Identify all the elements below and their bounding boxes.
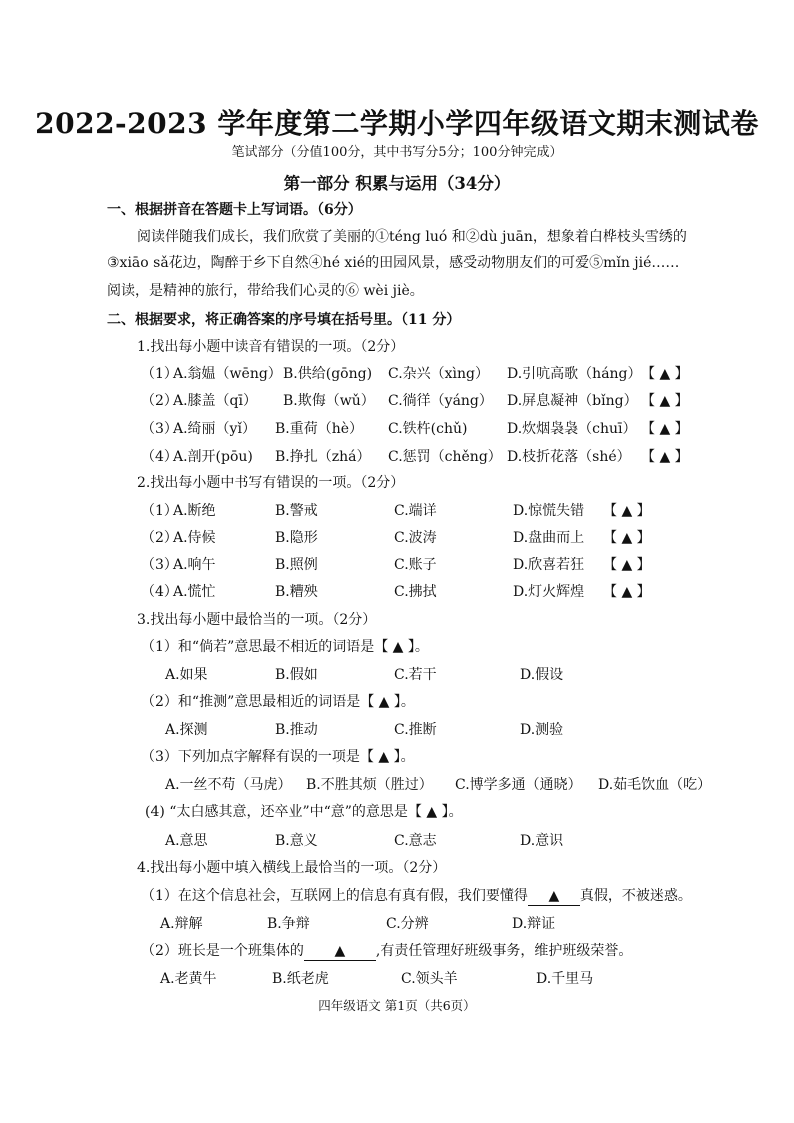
q2-row2-d: D.盘曲而上 (513, 530, 585, 546)
q1-row3-num: （3） (141, 421, 178, 437)
q3-stem: 3.找出每小题中最恰当的一项。（2分） (137, 612, 377, 628)
q2-row3-c: C.账子 (394, 557, 437, 573)
q3-sub3: （3）下列加点字解释有误的一项是【 ▲ 】。 (141, 749, 415, 765)
q1-stem: 1.找出每小题中读音有错误的一项。（2分） (137, 339, 405, 355)
q1-row2-d: D.屏息凝神（bǐng） (507, 393, 638, 409)
q2-row4-a: A.慌忙 (173, 584, 216, 600)
q1-row2-c: C.徜徉（yáng） (388, 393, 493, 409)
q3-sub4-opt: C.意志 (394, 833, 437, 849)
q1-row1-d: D.引吭高歌（háng） (507, 366, 642, 382)
q4-sub2-opt: D.千里马 (536, 971, 594, 987)
q2-row4-num: （4） (141, 584, 178, 600)
q3-sub3-opt: B.不胜其烦（胜过） (306, 777, 433, 793)
q2-stem: 2.找出每小题中书写有错误的一项。（2分） (137, 475, 405, 491)
q1-row4-c: C.惩罚（chěng） (388, 449, 502, 465)
q2-row1-a: A.断绝 (173, 503, 216, 519)
section2-heading: 二、根据要求，将正确答案的序号填在括号里。（11 分） (107, 312, 461, 328)
q1-row1-answer-box[interactable]: 【 ▲ 】 (641, 366, 689, 382)
q4-sub1-opt: B.争辩 (267, 916, 310, 932)
q1-row4-a: A.剖开(pōu) (173, 449, 253, 465)
q4-sub2-opt: B.纸老虎 (272, 971, 329, 987)
q2-row1-c: C.端详 (394, 503, 437, 519)
q2-row3-d: D.欣喜若狂 (513, 557, 585, 573)
q3-sub4-opt: B.意义 (275, 833, 318, 849)
q2-row4-d: D.灯火辉煌 (513, 584, 585, 600)
exam-title: 2022-2023 学年度第二学期小学四年级语文期末测试卷 (35, 107, 759, 140)
page-footer: 四年级语文 第1页（共6页） (318, 998, 476, 1013)
q4-sub1-opt: D.辩证 (512, 916, 556, 932)
q1-row4-d: D.枝折花落（shé） (507, 449, 631, 465)
q2-row3-b: B.照例 (275, 557, 318, 573)
q3-sub4: (4) “太白感其意，还卒业”中“意”的意思是【 ▲ 】。 (145, 804, 463, 820)
q3-sub2-opt: D.测验 (520, 722, 564, 738)
q2-row2-num: （2） (141, 530, 178, 546)
q3-sub2-opt: A.探测 (165, 722, 208, 738)
q1-row3-answer-box[interactable]: 【 ▲ 】 (641, 421, 689, 437)
section1-line: 阅读，是精神的旅行，带给我们心灵的⑥ wèi jiè。 (107, 283, 424, 299)
q1-row3-d: D.炊烟袅袅（chuī） (507, 421, 637, 437)
q2-row3-a: A.响午 (173, 557, 216, 573)
q3-sub1: （1）和“倘若”意思最不相近的词语是【 ▲ 】。 (141, 639, 429, 655)
q1-row4-b: B.挣扎（zhá） (275, 449, 371, 465)
q1-row3-c: C.铁杵(chǔ) (388, 421, 468, 437)
q4-sub2-text-pre: （2）班长是一个班集体的 (141, 943, 304, 959)
q2-row1-d: D.惊慌失错 (513, 503, 585, 519)
section1-line: 阅读伴随我们成长，我们欣赏了美丽的①téng luó 和②dù juān，想象着白桦枝头雪绣的 (137, 229, 687, 245)
part-title: 第一部分 积累与运用（34分） (283, 174, 511, 193)
q3-sub3-opt: D.茹毛饮血（吃） (598, 777, 712, 793)
q1-row4-num: （4） (141, 449, 178, 465)
exam-subtitle: 笔试部分（分值100分，其中书写分5分；100分钟完成） (231, 145, 563, 160)
q1-row2-answer-box[interactable]: 【 ▲ 】 (641, 393, 689, 409)
section1-line: ③xiāo sǎ花边，陶醉于乡下自然④hé xié的田园风景，感受动物朋友们的可爱⑤mǐn jié…… (107, 255, 680, 271)
q3-sub3-opt: C.博学多通（通晓） (455, 777, 582, 793)
q4-sub2-text-post: ,有责任管理好班级事务，维护班级荣誉。 (375, 943, 633, 959)
q4-sub2-opt: A.老黄牛 (160, 971, 217, 987)
q4-sub1-blank[interactable]: ▲ (528, 888, 580, 906)
q1-row3-b: B.重荷（hè） (275, 421, 364, 437)
q3-sub1-opt: C.若干 (394, 667, 437, 683)
q3-sub4-opt: D.意识 (520, 833, 564, 849)
q3-sub2-opt: C.推断 (394, 722, 437, 738)
q2-row2-c: C.波涛 (394, 530, 437, 546)
q1-row1-c: C.杂兴（xìng） (388, 366, 490, 382)
q2-row3-num: （3） (141, 557, 178, 573)
q1-row4-answer-box[interactable]: 【 ▲ 】 (641, 449, 689, 465)
q1-row2-b: B.欺侮（wǔ） (283, 393, 375, 409)
q2-row2-answer-box[interactable]: 【 ▲ 】 (603, 530, 651, 546)
q4-sub1-opt: A.辩解 (160, 916, 203, 932)
q4-sub1-text-pre: （1）在这个信息社会，互联网上的信息有真有假，我们要懂得 (141, 888, 528, 904)
q1-row2-a: A.膝盖（qī） (173, 393, 257, 409)
q4-sub1-opt: C.分辨 (386, 916, 429, 932)
q3-sub1-opt: A.如果 (165, 667, 208, 683)
q2-row1-b: B.警戒 (275, 503, 318, 519)
q2-row1-num: （1） (141, 503, 178, 519)
q2-row4-b: B.糟殃 (275, 584, 318, 600)
q1-row2-num: （2） (141, 393, 178, 409)
q4-sub2-opt: C.领头羊 (401, 971, 458, 987)
q2-row4-c: C.拂拭 (394, 584, 437, 600)
q4-stem: 4.找出每小题中填入横线上最恰当的一项。（2分） (137, 860, 447, 876)
q2-row2-a: A.侍候 (173, 530, 216, 546)
q1-row1-a: A.翁媪（wēng） (173, 366, 282, 382)
q1-row1-b: B.供给(gōng) (283, 366, 373, 382)
section1-heading: 一、根据拼音在答题卡上写词语。（6分） (107, 202, 362, 218)
q1-row3-a: A.绮丽（yǐ） (173, 421, 256, 437)
q3-sub2: （2）和“推测”意思最相近的词语是【 ▲ 】。 (141, 694, 415, 710)
q2-row1-answer-box[interactable]: 【 ▲ 】 (603, 503, 651, 519)
q3-sub2-opt: B.推动 (275, 722, 318, 738)
q2-row2-b: B.隐形 (275, 530, 318, 546)
q3-sub1-opt: D.假设 (520, 667, 564, 683)
q3-sub4-opt: A.意思 (165, 833, 208, 849)
q3-sub3-opt: A.一丝不苟（马虎） (165, 777, 292, 793)
q4-sub1 (141, 886, 692, 906)
q4-sub2-blank[interactable]: ▲ (304, 943, 376, 961)
q2-row4-answer-box[interactable]: 【 ▲ 】 (603, 584, 651, 600)
q3-sub1-opt: B.假如 (275, 667, 318, 683)
q4-sub1-text-post: 真假，不被迷惑。 (579, 888, 692, 904)
q4-sub2 (141, 941, 632, 961)
q2-row3-answer-box[interactable]: 【 ▲ 】 (603, 557, 651, 573)
q1-row1-num: （1） (141, 366, 178, 382)
